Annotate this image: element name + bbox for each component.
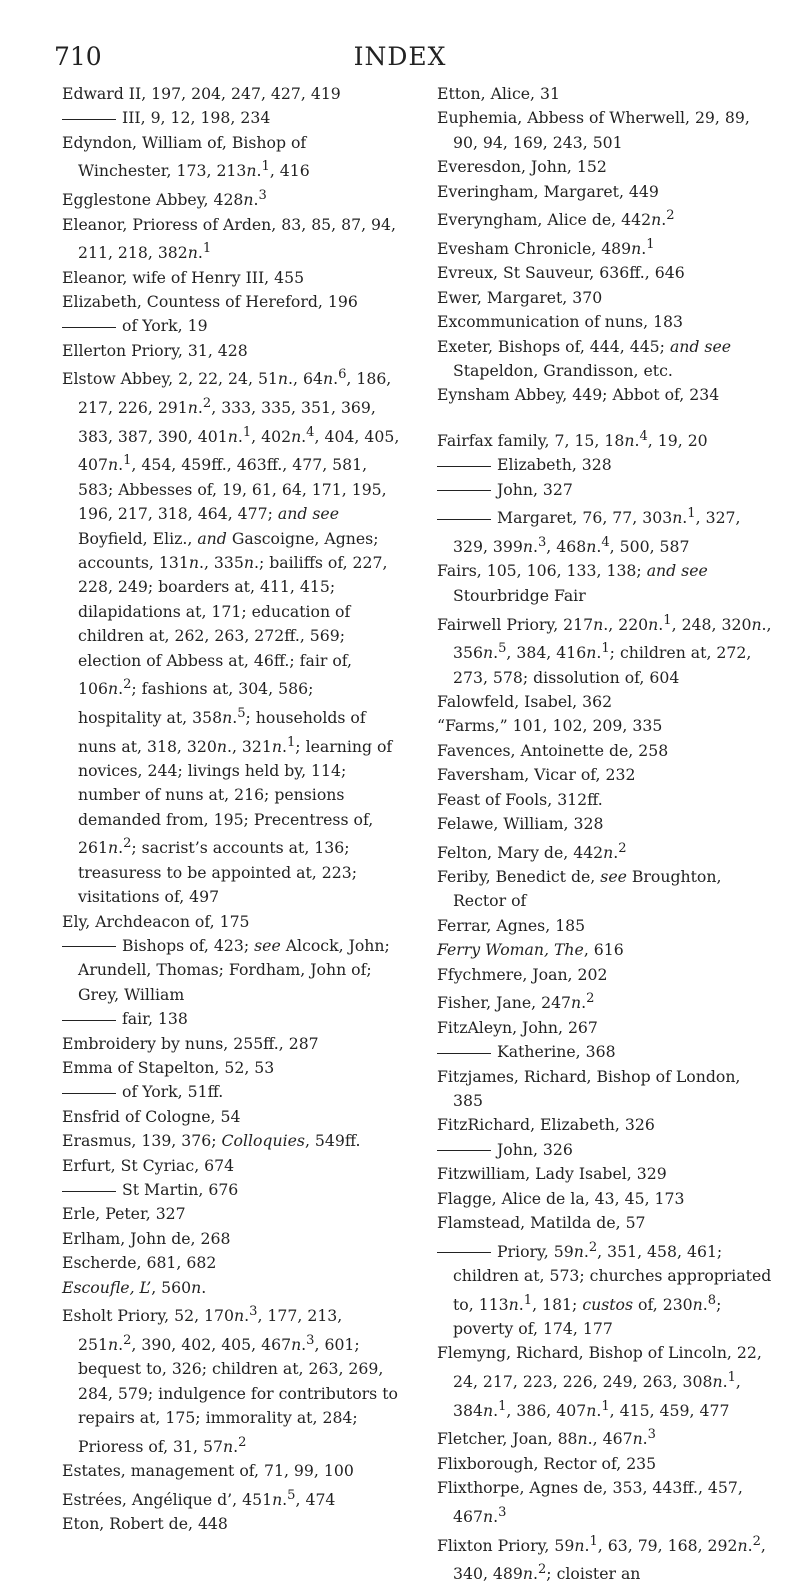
index-entry <box>437 963 775 987</box>
index-entry <box>437 1016 775 1040</box>
entry-text: Ffychmere, Joan, 202 <box>437 964 608 984</box>
entry-text: of York, 51ff. <box>122 1082 224 1102</box>
index-entry <box>437 739 775 763</box>
entry-text: Fitzjames, Richard, Bishop of London, 385 <box>437 1066 741 1110</box>
repeat-dash <box>62 327 116 328</box>
index-entry <box>437 914 775 938</box>
entry-text: Priory, 59n.$^2$, 351, 458, 461; children at, 573; churches appropriated to, 113n.$^1$, 181; custos of, 230n.$^8$; poverty of, 174, 177 <box>453 1239 772 1339</box>
entry-text: Fairwell Priory, 217n., 220n.$^1$, 248, 320n., 356n.$^5$, 384, 416n.$^1$; children at, 272, 273, 578; dissolution of, 604 <box>437 612 772 687</box>
entry-text: Ferrar, Agnes, 185 <box>437 915 586 935</box>
entry-text: Escherde, 681, 682 <box>62 1253 217 1273</box>
entry-text: Fisher, Jane, 247n.$^2$ <box>437 991 595 1013</box>
entry-text: Flagge, Alice de la, 43, 45, 173 <box>437 1188 685 1208</box>
repeat-dash <box>437 466 491 467</box>
index-entry <box>62 290 400 314</box>
index-entry <box>437 233 775 262</box>
entry-text: Eleanor, wife of Henry III, 455 <box>62 267 305 287</box>
entry-text: III, 9, 12, 198, 234 <box>122 108 271 128</box>
entry-text: Felton, Mary de, 442n.$^2$ <box>437 840 627 862</box>
index-entry <box>437 425 775 454</box>
entry-text: Edward II, 197, 204, 247, 427, 419 <box>62 84 341 103</box>
entry-text: Flemyng, Richard, Bishop of Lincoln, 22, 24, 217, 223, 226, 249, 263, 308n.$^1$, 384n.$^1$, 386, 407n.$^1$, 415, 459, 477 <box>437 1343 762 1420</box>
entry-text: Ely, Archdeacon of, 175 <box>62 911 250 931</box>
entry-text: Fairfax family, 7, 15, 18n.$^4$, 19, 20 <box>437 428 708 450</box>
entry-text: Flixthorpe, Agnes de, 353, 443ff., 457, 467n.$^3$ <box>437 1478 743 1526</box>
repeat-dash <box>437 1252 491 1253</box>
index-entry <box>62 1276 400 1300</box>
index-subentry <box>62 1178 400 1202</box>
index-entry <box>62 184 400 213</box>
index-subentry <box>62 934 400 1007</box>
index-entry <box>437 383 775 407</box>
entry-text: Evesham Chronicle, 489n.$^1$ <box>437 236 655 258</box>
entry-text: Egglestone Abbey, 428n.$^3$ <box>62 187 267 210</box>
entry-text: Etton, Alice, 31 <box>437 84 560 103</box>
entry-text: Everesdon, John, 152 <box>437 157 607 177</box>
index-entry <box>437 155 775 179</box>
index-entry <box>62 1300 400 1459</box>
page-title: INDEX <box>353 42 447 71</box>
entry-text: Feast of Fools, 312ff. <box>437 789 603 809</box>
entry-text: Exeter, Bishops of, 444, 445; and see Stapeldon, Grandisson, etc. <box>437 336 732 380</box>
entry-text: Everingham, Margaret, 449 <box>437 181 659 201</box>
index-entry <box>437 1162 775 1186</box>
entry-text: Fairs, 105, 106, 133, 138; and see Stourbridge Fair <box>437 561 708 605</box>
index-entry <box>62 1484 400 1513</box>
repeat-dash <box>62 946 116 947</box>
entry-text: Fletcher, Joan, 88n., 467n.$^3$ <box>437 1427 656 1449</box>
letter-section-gap <box>437 408 775 425</box>
index-entry <box>437 836 775 865</box>
entry-text: FitzRichard, Elizabeth, 326 <box>437 1115 655 1135</box>
index-entry <box>437 938 775 962</box>
index-entry <box>437 261 775 285</box>
entry-text: FitzAleyn, John, 267 <box>437 1017 598 1037</box>
entry-text: Emma of Stapelton, 52, 53 <box>62 1058 275 1078</box>
index-entry <box>62 1129 400 1153</box>
repeat-dash <box>437 1150 491 1151</box>
entry-text: Fitzwilliam, Lady Isabel, 329 <box>437 1164 667 1184</box>
entry-text: Elizabeth, 328 <box>497 455 612 475</box>
entry-text: fair, 138 <box>122 1009 188 1029</box>
index-entry <box>62 1202 400 1226</box>
index-entry <box>437 987 775 1016</box>
entry-text: Estrées, Angélique d’, 451n.$^5$, 474 <box>62 1487 336 1509</box>
entry-text: Ellerton Priory, 31, 428 <box>62 340 248 360</box>
index-entry <box>62 82 400 106</box>
index-entry <box>62 1056 400 1080</box>
index-entry <box>437 865 775 914</box>
index-entry <box>437 714 775 738</box>
index-subentry <box>437 478 775 502</box>
index-entry <box>437 763 775 787</box>
index-entry <box>62 1251 400 1275</box>
index-subentry <box>437 502 775 559</box>
entry-text: Favences, Antoinette de, 258 <box>437 740 669 760</box>
index-entry <box>62 363 400 909</box>
entry-text: Estates, management of, 71, 99, 100 <box>62 1461 354 1481</box>
entry-text: Flixton Priory, 59n.$^1$, 63, 79, 168, 292n.$^2$, 340, 489n.$^2$; cloister an <box>437 1533 766 1584</box>
index-entry <box>437 82 775 106</box>
entry-text: Faversham, Vicar of, 232 <box>437 765 636 785</box>
index-subentry <box>437 1040 775 1064</box>
entry-text: Erle, Peter, 327 <box>62 1204 186 1224</box>
repeat-dash <box>62 1020 116 1021</box>
index-column-left <box>62 82 400 1537</box>
index-entry <box>62 1154 400 1178</box>
index-entry <box>437 180 775 204</box>
entry-text: Erasmus, 139, 376; Colloquies, 549ff. <box>62 1131 361 1151</box>
index-entry <box>437 1452 775 1476</box>
index-entry <box>62 1459 400 1483</box>
entry-text: Ferry Woman, The, 616 <box>437 940 624 960</box>
index-subentry <box>437 1235 775 1341</box>
entry-text: Evreux, St Sauveur, 636ff., 646 <box>437 263 685 283</box>
index-entry <box>437 788 775 812</box>
index-column-right <box>437 82 775 1587</box>
entry-text: Eleanor, Prioress of Arden, 83, 85, 87, 94, 211, 218, 382n.$^1$ <box>62 214 397 263</box>
entry-text: Embroidery by nuns, 255ff., 287 <box>62 1033 319 1053</box>
index-entry <box>437 559 775 608</box>
index-entry <box>437 1529 775 1586</box>
entry-text: of York, 19 <box>122 316 208 336</box>
repeat-dash <box>62 119 116 120</box>
index-subentry <box>62 314 400 338</box>
entry-text: Elstow Abbey, 2, 22, 24, 51n., 64n.$^6$, 186, 217, 226, 291n.$^2$, 333, 335, 351, 369, 383, 387, 390, 401n.$^1$, 402n.$^4$, 404, 405, 407n.$^1$, 454, 459ff., 463ff., 477, 581, 583; Abbesses of, 19, 61, 64, 171, 195, 196, 217, 318, 464, 477; and see Boyfield, Eliz., and Gascoigne, Agnes; accounts, 131n., 335n.; bailiffs of, 227, 228, 249; boarders at, 411, 415; dilapidations at, 171; education of children at, 262, 263, 272ff., 569; election of Abbess at, 46ff.; fair of, 106n.$^2$; fashions at, 304, 586; hospitality at, 358n.$^5$; households of nuns at, 318, 320n., 321n.$^1$; learning of novices, 244; livings held by, 114; number of nuns at, 216; pensions demanded from, 195; Precentress of, 261n.$^2$; sacrist’s accounts at, 136; treasuress to be appointed at, 223; visitations of, 497 <box>62 367 400 907</box>
repeat-dash <box>62 1191 116 1192</box>
index-subentry <box>62 1080 400 1104</box>
index-entry <box>62 213 400 266</box>
index-entry <box>62 266 400 290</box>
entry-text: Flamstead, Matilda de, 57 <box>437 1212 646 1232</box>
index-entry <box>62 1032 400 1056</box>
index-entry <box>62 339 400 363</box>
index-entry <box>437 1065 775 1114</box>
index-entry <box>437 204 775 233</box>
entry-text: Excommunication of nuns, 183 <box>437 312 684 332</box>
entry-text: Elizabeth, Countess of Hereford, 196 <box>62 291 358 311</box>
index-entry <box>437 1476 775 1529</box>
entry-text: Euphemia, Abbess of Wherwell, 29, 89, 90, 94, 169, 243, 501 <box>437 108 750 152</box>
entry-text: John, 327 <box>497 479 573 499</box>
entry-text: Edyndon, William of, Bishop of Winchester, 173, 213n.$^1$, 416 <box>62 132 310 181</box>
entry-text: Ensfrid of Cologne, 54 <box>62 1106 241 1126</box>
index-entry <box>437 286 775 310</box>
index-entry <box>62 1227 400 1251</box>
repeat-dash <box>437 519 491 520</box>
index-entry <box>437 1423 775 1452</box>
entry-text: St Martin, 676 <box>122 1180 239 1200</box>
index-subentry <box>437 1138 775 1162</box>
entry-text: Ewer, Margaret, 370 <box>437 287 603 307</box>
repeat-dash <box>437 1053 491 1054</box>
index-entry <box>437 1211 775 1235</box>
repeat-dash <box>62 1093 116 1094</box>
entry-text: Everyngham, Alice de, 442n.$^2$ <box>437 208 675 230</box>
page-number: 710 <box>54 42 102 71</box>
entry-text: Erlham, John de, 268 <box>62 1228 231 1248</box>
index-subentry <box>62 1007 400 1031</box>
entry-text: Esholt Priory, 52, 170n.$^3$, 177, 213, 251n.$^2$, 390, 402, 405, 467n.$^3$, 601; bequest to, 326; children at, 263, 269, 284, 579; indulgence for contributors to repairs at, 175; immorality at, 284; Prioress of, 31, 57n.$^2$ <box>62 1304 398 1456</box>
entry-text: Escoufle, L’, 560n. <box>62 1277 207 1297</box>
entry-text: Katherine, 368 <box>497 1042 616 1062</box>
index-entry <box>437 335 775 384</box>
entry-text: “Farms,” 101, 102, 209, 335 <box>437 716 663 736</box>
entry-text: John, 326 <box>497 1139 573 1159</box>
index-subentry <box>62 106 400 130</box>
index-entry <box>62 910 400 934</box>
index-entry <box>437 106 775 155</box>
entry-text: Erfurt, St Cyriac, 674 <box>62 1155 235 1175</box>
entry-text: Falowfeld, Isabel, 362 <box>437 691 613 711</box>
index-entry <box>437 310 775 334</box>
index-entry <box>62 131 400 184</box>
index-subentry <box>437 453 775 477</box>
entry-text: Margaret, 76, 77, 303n.$^1$, 327, 329, 399n.$^3$, 468n.$^4$, 500, 587 <box>453 506 741 557</box>
index-entry <box>437 812 775 836</box>
index-entry <box>437 690 775 714</box>
index-entry <box>62 1105 400 1129</box>
index-entry <box>437 1341 775 1423</box>
index-entry <box>437 1187 775 1211</box>
entry-text: Felawe, William, 328 <box>437 814 604 834</box>
index-entry <box>437 1113 775 1137</box>
entry-text: Flixborough, Rector of, 235 <box>437 1453 657 1473</box>
entry-text: Eton, Robert de, 448 <box>62 1514 228 1534</box>
index-entry <box>62 1512 400 1536</box>
repeat-dash <box>437 490 491 491</box>
entry-text: Eynsham Abbey, 449; Abbot of, 234 <box>437 385 720 405</box>
entry-text: Bishops of, 423; see Alcock, John; Arundell, Thomas; Fordham, John of; Grey, William <box>78 935 390 1004</box>
index-entry <box>437 608 775 690</box>
entry-text: Feriby, Benedict de, see Broughton, Rector of <box>437 867 722 911</box>
